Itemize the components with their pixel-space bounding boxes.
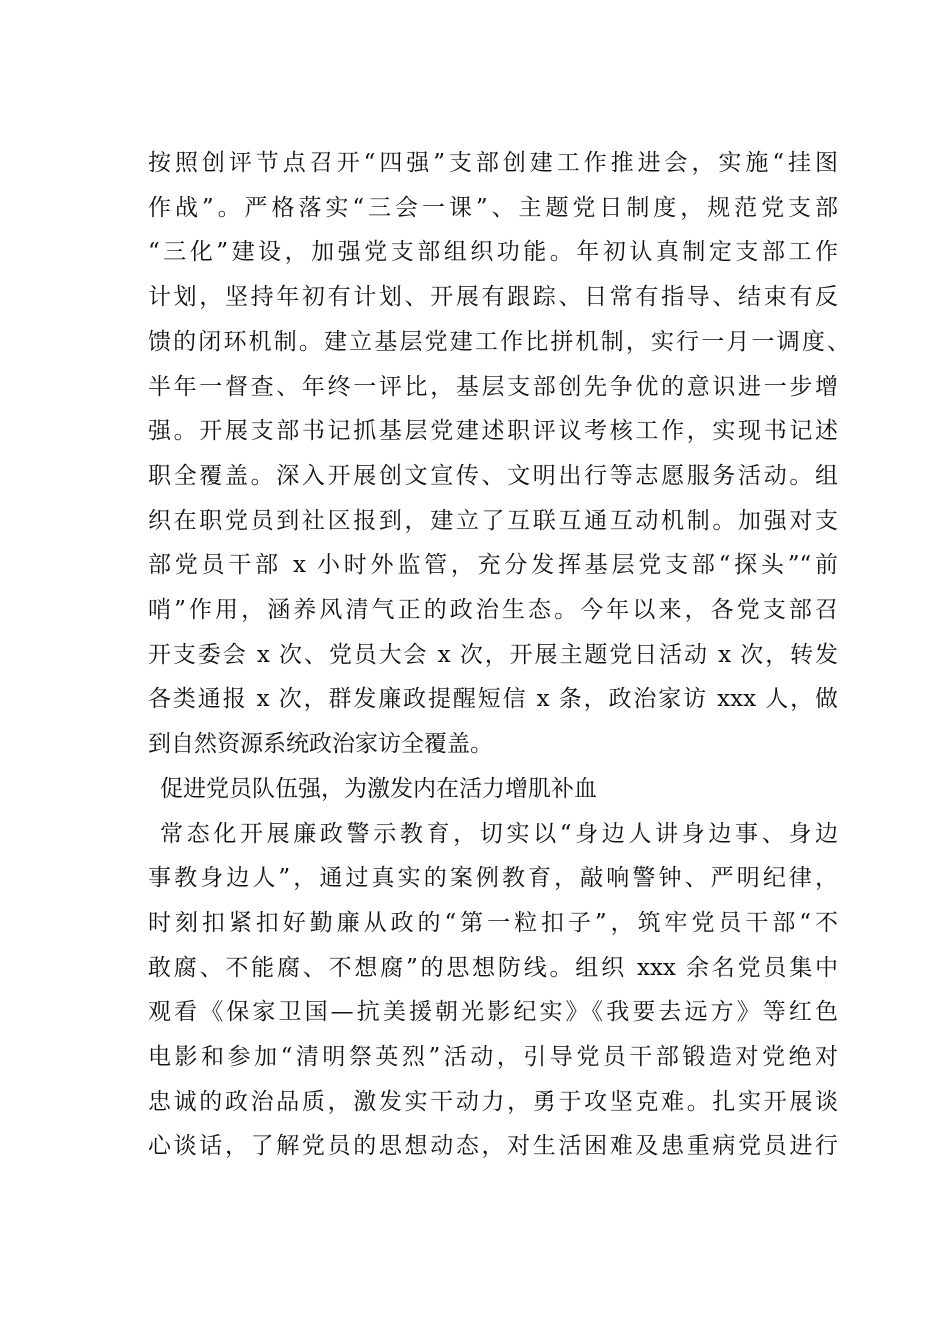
- text-line: 常态化开展廉政警示教育，切实以“身边人讲身边事、身边: [160, 820, 838, 847]
- text-line: 电影和参加“清明祭英烈”活动，引导党员干部锻造对党绝对: [148, 1044, 838, 1070]
- text-line: 按照创评节点召开“四强”支部创建工作推进会，实施“挂图: [148, 150, 838, 176]
- text-line: 作战”。严格落实“三会一课”、主题党日制度，规范党支部: [148, 194, 838, 221]
- text-line: 部党员干部 x 小时外监管，充分发挥基层党支部“探头”“前: [148, 552, 838, 579]
- text-line: 哨”作用，涵养风清气正的政治生态。今年以来，各党支部召: [148, 597, 838, 623]
- text-line: 开支委会 x 次、党员大会 x 次，开展主题党日活动 x 次，转发: [148, 641, 838, 668]
- text-line: “三化”建设，加强党支部组织功能。年初认真制定支部工作: [148, 239, 838, 266]
- text-line: 馈的闭环机制。建立基层党建工作比拼机制，实行一月一调度、: [148, 328, 850, 355]
- text-line: 敢腐、不能腐、不想腐”的思想防线。组织 xxx 余名党员集中: [148, 954, 838, 981]
- text-line: 心谈话，了解党员的思想动态，对生活困难及患重病党员进行: [148, 1133, 838, 1160]
- text-line: 职全覆盖。深入开展创文宣传、文明出行等志愿服务活动。组: [148, 462, 838, 489]
- text-line: 各类通报 x 次，群发廉政提醒短信 x 条，政治家访 xxx 人，做: [148, 686, 838, 713]
- text-line: 半年一督查、年终一评比，基层支部创先争优的意识进一步增: [148, 373, 838, 400]
- text-line: 织在职党员到社区报到，建立了互联互通互动机制。加强对支: [148, 507, 838, 534]
- text-line: 时刻扣紧扣好勤廉从政的“第一粒扣子”，筑牢党员干部“不: [148, 909, 838, 936]
- section-heading: 促进党员队伍强，为激发内在活力增肌补血: [160, 775, 597, 802]
- text-line: 忠诚的政治品质，激发实干动力，勇于攻坚克难。扎实开展谈: [148, 1088, 838, 1115]
- text-line: 观看《保家卫国—抗美援朝光影纪实》《我要去远方》等红色: [148, 999, 838, 1026]
- text-line: 强。开展支部书记抓基层党建述职评议考核工作，实现书记述: [148, 418, 838, 445]
- text-line: 到自然资源系统政治家访全覆盖。: [148, 731, 493, 758]
- text-line: 事教身边人”，通过真实的案例教育，敲响警钟、严明纪律，: [148, 865, 838, 892]
- text-line: 计划，坚持年初有计划、开展有跟踪、日常有指导、结束有反: [148, 284, 838, 311]
